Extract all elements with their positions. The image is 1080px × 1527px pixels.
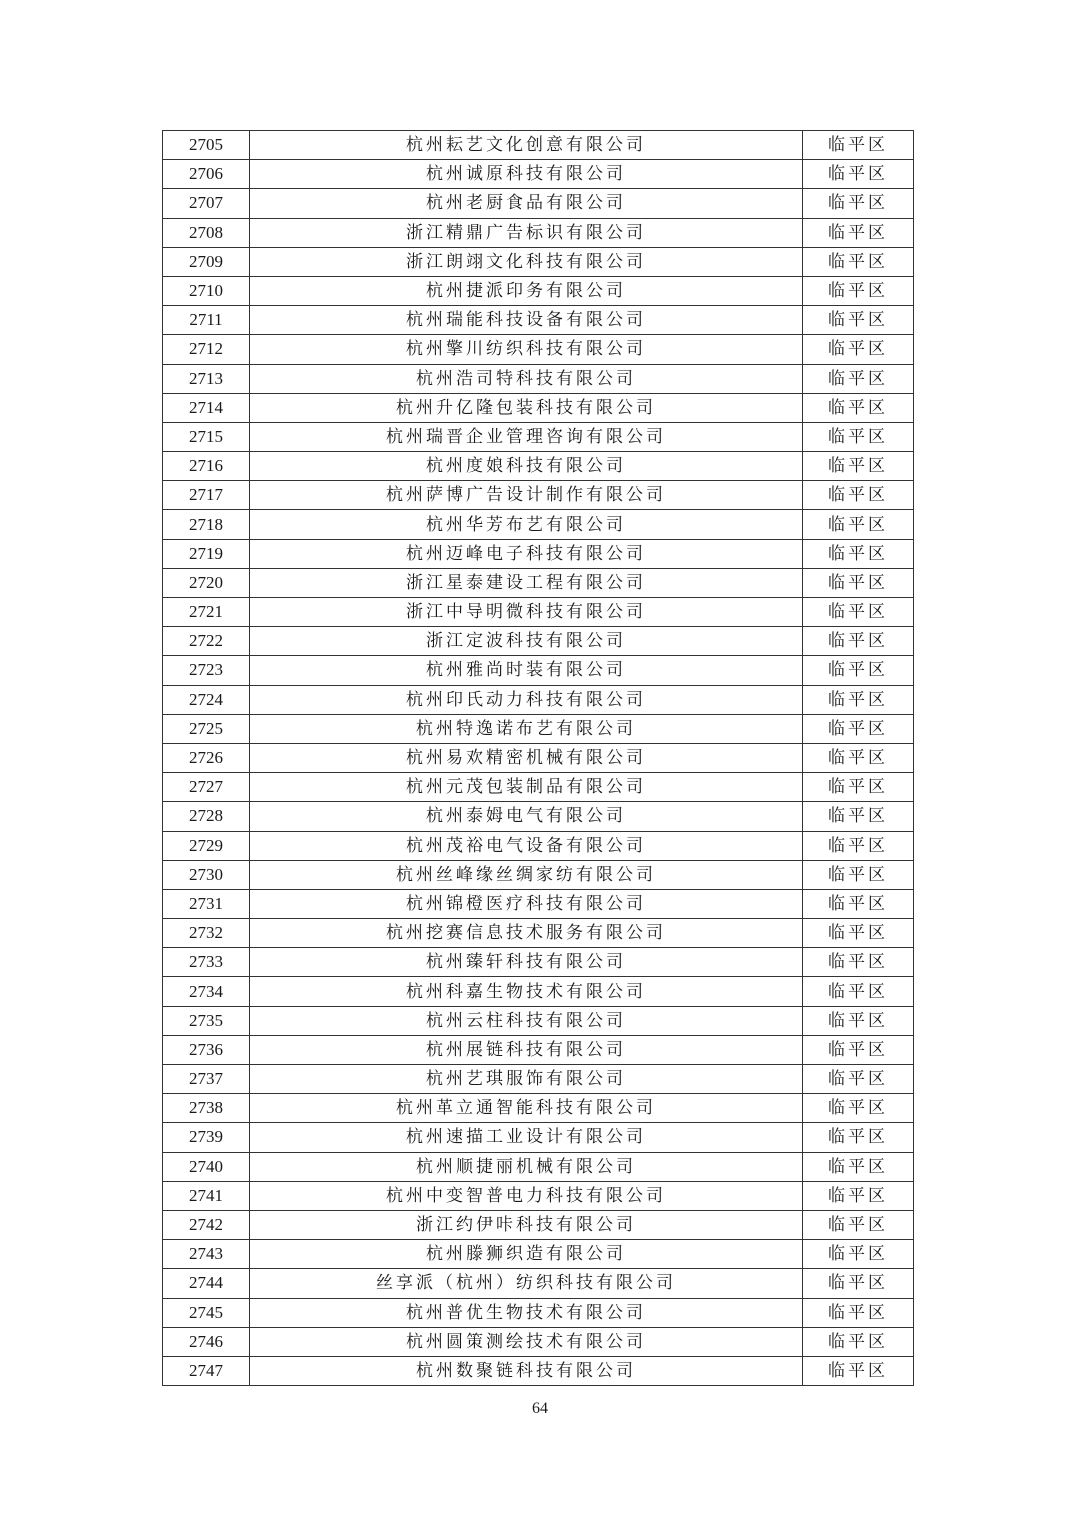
district-cell: 临平区 (803, 948, 914, 977)
district-cell: 临平区 (803, 1298, 914, 1327)
company-name-cell: 杭州特逸诺布艺有限公司 (250, 714, 803, 743)
row-number-cell: 2732 (163, 919, 250, 948)
table-row (163, 656, 914, 685)
district-cell: 临平区 (803, 977, 914, 1006)
table-row (163, 1123, 914, 1152)
table-row (163, 1356, 914, 1385)
row-number-cell: 2722 (163, 627, 250, 656)
table-row (163, 1181, 914, 1210)
row-number-cell: 2737 (163, 1065, 250, 1094)
table-row (163, 481, 914, 510)
company-name-cell: 杭州捷派印务有限公司 (250, 276, 803, 305)
table-row (163, 1269, 914, 1298)
district-cell: 临平区 (803, 1240, 914, 1269)
table-row (163, 422, 914, 451)
company-name-cell: 杭州老厨食品有限公司 (250, 189, 803, 218)
district-cell: 临平区 (803, 276, 914, 305)
table-row (163, 977, 914, 1006)
row-number-cell: 2747 (163, 1356, 250, 1385)
table-row (163, 1298, 914, 1327)
company-name-cell: 杭州升亿隆包装科技有限公司 (250, 393, 803, 422)
district-cell: 临平区 (803, 1006, 914, 1035)
district-cell: 临平区 (803, 335, 914, 364)
row-number-cell: 2710 (163, 276, 250, 305)
row-number-cell: 2719 (163, 539, 250, 568)
row-number-cell: 2711 (163, 306, 250, 335)
district-cell: 临平区 (803, 539, 914, 568)
row-number-cell: 2743 (163, 1240, 250, 1269)
table-row (163, 948, 914, 977)
row-number-cell: 2738 (163, 1094, 250, 1123)
table-row (163, 452, 914, 481)
row-number-cell: 2724 (163, 685, 250, 714)
company-name-cell: 杭州华芳布艺有限公司 (250, 510, 803, 539)
company-name-cell: 杭州艺琪服饰有限公司 (250, 1065, 803, 1094)
company-name-cell: 浙江精鼎广告标识有限公司 (250, 218, 803, 247)
district-cell: 临平区 (803, 773, 914, 802)
table-row (163, 889, 914, 918)
district-cell: 临平区 (803, 598, 914, 627)
row-number-cell: 2717 (163, 481, 250, 510)
district-cell: 临平区 (803, 714, 914, 743)
row-number-cell: 2745 (163, 1298, 250, 1327)
row-number-cell: 2733 (163, 948, 250, 977)
row-number-cell: 2718 (163, 510, 250, 539)
company-name-cell: 杭州顺捷丽机械有限公司 (250, 1152, 803, 1181)
company-name-cell: 杭州展链科技有限公司 (250, 1035, 803, 1064)
row-number-cell: 2721 (163, 598, 250, 627)
company-name-cell: 杭州易欢精密机械有限公司 (250, 743, 803, 772)
company-name-cell: 杭州浩司特科技有限公司 (250, 364, 803, 393)
page-number: 64 (532, 1400, 548, 1417)
table-row (163, 131, 914, 160)
district-cell: 临平区 (803, 510, 914, 539)
table-row (163, 1210, 914, 1239)
row-number-cell: 2720 (163, 568, 250, 597)
district-cell: 临平区 (803, 1356, 914, 1385)
district-cell: 临平区 (803, 247, 914, 276)
company-name-cell: 浙江星泰建设工程有限公司 (250, 568, 803, 597)
table-row (163, 218, 914, 247)
company-name-cell: 杭州滕狮织造有限公司 (250, 1240, 803, 1269)
row-number-cell: 2740 (163, 1152, 250, 1181)
table-row (163, 627, 914, 656)
row-number-cell: 2707 (163, 189, 250, 218)
company-name-cell: 杭州锦橙医疗科技有限公司 (250, 889, 803, 918)
row-number-cell: 2730 (163, 860, 250, 889)
company-name-cell: 杭州云柱科技有限公司 (250, 1006, 803, 1035)
company-name-cell: 杭州印氏动力科技有限公司 (250, 685, 803, 714)
district-cell: 临平区 (803, 364, 914, 393)
company-name-cell: 杭州诚原科技有限公司 (250, 160, 803, 189)
company-name-cell: 杭州瑞能科技设备有限公司 (250, 306, 803, 335)
district-cell: 临平区 (803, 1123, 914, 1152)
district-cell: 临平区 (803, 1035, 914, 1064)
district-cell: 临平区 (803, 1210, 914, 1239)
row-number-cell: 2742 (163, 1210, 250, 1239)
row-number-cell: 2708 (163, 218, 250, 247)
company-name-cell: 杭州萨博广告设计制作有限公司 (250, 481, 803, 510)
company-name-cell: 杭州度娘科技有限公司 (250, 452, 803, 481)
row-number-cell: 2725 (163, 714, 250, 743)
company-list-table (162, 130, 914, 1386)
row-number-cell: 2705 (163, 131, 250, 160)
company-name-cell: 杭州圆策测绘技术有限公司 (250, 1327, 803, 1356)
table-row (163, 1094, 914, 1123)
company-name-cell: 杭州瑞晋企业管理咨询有限公司 (250, 422, 803, 451)
table-row (163, 743, 914, 772)
district-cell: 临平区 (803, 131, 914, 160)
company-name-cell: 丝享派（杭州）纺织科技有限公司 (250, 1269, 803, 1298)
district-cell: 临平区 (803, 656, 914, 685)
table-row (163, 276, 914, 305)
row-number-cell: 2716 (163, 452, 250, 481)
district-cell: 临平区 (803, 919, 914, 948)
row-number-cell: 2712 (163, 335, 250, 364)
district-cell: 临平区 (803, 481, 914, 510)
district-cell: 临平区 (803, 1181, 914, 1210)
row-number-cell: 2729 (163, 831, 250, 860)
district-cell: 临平区 (803, 1094, 914, 1123)
row-number-cell: 2746 (163, 1327, 250, 1356)
district-cell: 临平区 (803, 160, 914, 189)
row-number-cell: 2723 (163, 656, 250, 685)
table-row (163, 1065, 914, 1094)
company-name-cell: 杭州泰姆电气有限公司 (250, 802, 803, 831)
table-row (163, 1240, 914, 1269)
table-row (163, 773, 914, 802)
table-row (163, 539, 914, 568)
district-cell: 临平区 (803, 831, 914, 860)
district-cell: 临平区 (803, 452, 914, 481)
district-cell: 临平区 (803, 568, 914, 597)
table-row (163, 714, 914, 743)
company-name-cell: 杭州数聚链科技有限公司 (250, 1356, 803, 1385)
table-row (163, 393, 914, 422)
row-number-cell: 2744 (163, 1269, 250, 1298)
table-row (163, 919, 914, 948)
table-row (163, 247, 914, 276)
table-row (163, 802, 914, 831)
row-number-cell: 2728 (163, 802, 250, 831)
row-number-cell: 2741 (163, 1181, 250, 1210)
row-number-cell: 2726 (163, 743, 250, 772)
district-cell: 临平区 (803, 1065, 914, 1094)
company-name-cell: 杭州擎川纺织科技有限公司 (250, 335, 803, 364)
table-row (163, 1327, 914, 1356)
company-name-cell: 杭州丝峰缘丝绸家纺有限公司 (250, 860, 803, 889)
district-cell: 临平区 (803, 393, 914, 422)
district-cell: 临平区 (803, 743, 914, 772)
company-name-cell: 杭州科嘉生物技术有限公司 (250, 977, 803, 1006)
company-name-cell: 杭州元茂包装制品有限公司 (250, 773, 803, 802)
row-number-cell: 2713 (163, 364, 250, 393)
company-name-cell: 杭州耘艺文化创意有限公司 (250, 131, 803, 160)
company-name-cell: 浙江定波科技有限公司 (250, 627, 803, 656)
company-name-cell: 杭州迈峰电子科技有限公司 (250, 539, 803, 568)
table-row (163, 568, 914, 597)
company-name-cell: 杭州中变智普电力科技有限公司 (250, 1181, 803, 1210)
table-row (163, 364, 914, 393)
row-number-cell: 2734 (163, 977, 250, 1006)
row-number-cell: 2709 (163, 247, 250, 276)
table-row (163, 598, 914, 627)
company-name-cell: 杭州臻轩科技有限公司 (250, 948, 803, 977)
company-name-cell: 浙江约伊咔科技有限公司 (250, 1210, 803, 1239)
district-cell: 临平区 (803, 1269, 914, 1298)
table-row (163, 306, 914, 335)
company-name-cell: 杭州普优生物技术有限公司 (250, 1298, 803, 1327)
company-list-table-container (162, 130, 912, 1386)
table-row (163, 1152, 914, 1181)
table-row (163, 860, 914, 889)
table-row (163, 510, 914, 539)
row-number-cell: 2706 (163, 160, 250, 189)
table-row (163, 1006, 914, 1035)
company-name-cell: 杭州速描工业设计有限公司 (250, 1123, 803, 1152)
table-row (163, 160, 914, 189)
row-number-cell: 2736 (163, 1035, 250, 1064)
row-number-cell: 2735 (163, 1006, 250, 1035)
district-cell: 临平区 (803, 860, 914, 889)
row-number-cell: 2714 (163, 393, 250, 422)
district-cell: 临平区 (803, 422, 914, 451)
company-name-cell: 杭州挖赛信息技术服务有限公司 (250, 919, 803, 948)
district-cell: 临平区 (803, 685, 914, 714)
district-cell: 临平区 (803, 627, 914, 656)
district-cell: 临平区 (803, 1152, 914, 1181)
district-cell: 临平区 (803, 218, 914, 247)
company-name-cell: 杭州雅尚时装有限公司 (250, 656, 803, 685)
company-name-cell: 浙江朗翊文化科技有限公司 (250, 247, 803, 276)
table-body (163, 131, 914, 1386)
district-cell: 临平区 (803, 1327, 914, 1356)
company-name-cell: 浙江中导明微科技有限公司 (250, 598, 803, 627)
table-row (163, 335, 914, 364)
row-number-cell: 2739 (163, 1123, 250, 1152)
district-cell: 临平区 (803, 889, 914, 918)
table-row (163, 189, 914, 218)
row-number-cell: 2731 (163, 889, 250, 918)
district-cell: 临平区 (803, 802, 914, 831)
table-row (163, 1035, 914, 1064)
table-row (163, 831, 914, 860)
company-name-cell: 杭州革立通智能科技有限公司 (250, 1094, 803, 1123)
row-number-cell: 2727 (163, 773, 250, 802)
district-cell: 临平区 (803, 189, 914, 218)
district-cell: 临平区 (803, 306, 914, 335)
table-row (163, 685, 914, 714)
company-name-cell: 杭州茂裕电气设备有限公司 (250, 831, 803, 860)
row-number-cell: 2715 (163, 422, 250, 451)
